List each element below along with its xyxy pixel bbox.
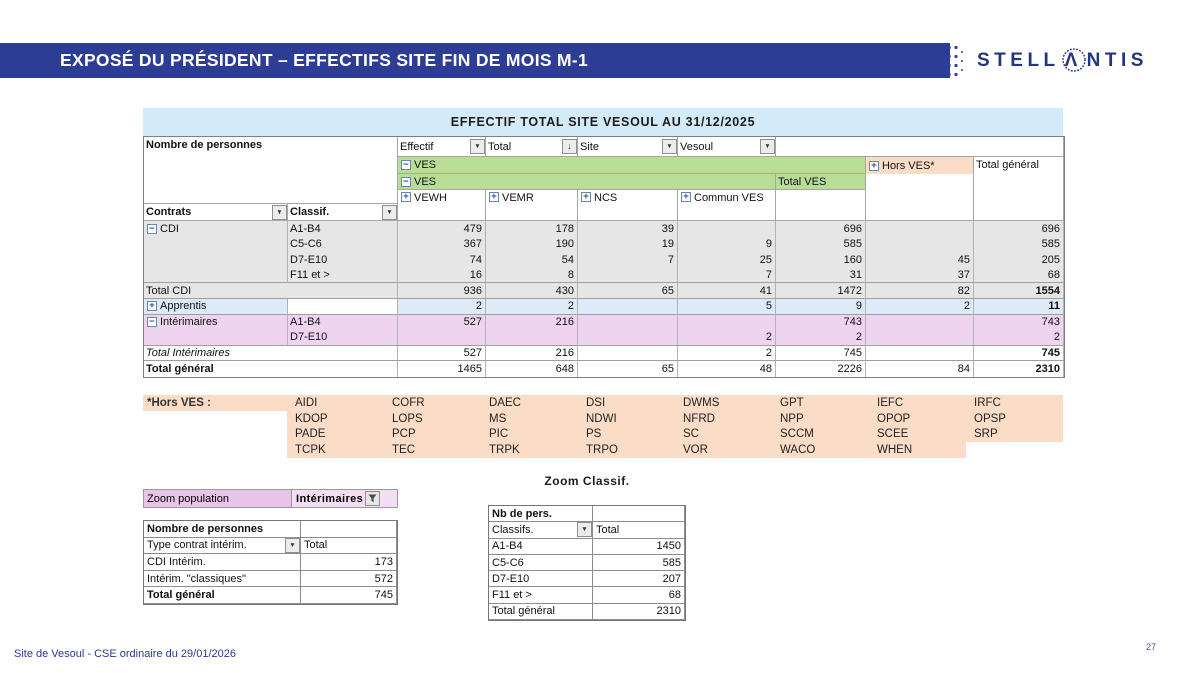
filter-field-vesoul: Vesoul ▼ bbox=[678, 137, 776, 157]
collapse-intérimaires-button[interactable]: − bbox=[147, 317, 157, 327]
pivot-value-cell: 84 bbox=[866, 361, 974, 377]
site-dropdown-icon[interactable]: ▼ bbox=[662, 139, 677, 154]
pivot-value-cell: 367 bbox=[398, 237, 486, 253]
pivot-value-cell: 2 bbox=[678, 330, 776, 346]
group-ves-outer: − VES bbox=[398, 157, 866, 174]
pivot-value-cell bbox=[578, 299, 678, 315]
classif-dropdown-icon[interactable]: ▼ bbox=[382, 205, 397, 220]
pivot-row-label bbox=[144, 330, 288, 346]
hors-ves-code: WHEN bbox=[869, 442, 966, 458]
hors-ves-code: DSI bbox=[578, 395, 675, 411]
pivot-value-cell: 25 bbox=[678, 252, 776, 268]
row-value: 173 bbox=[301, 554, 397, 571]
expand-ncs-button[interactable]: + bbox=[581, 192, 591, 202]
pivot-value-cell: 745 bbox=[776, 346, 866, 362]
collapse-ves-inner-button[interactable]: − bbox=[401, 177, 411, 187]
hors-ves-code: PADE bbox=[287, 427, 384, 443]
total-sort-icon[interactable]: ↓ bbox=[562, 139, 577, 154]
filter-field-site: Site ▼ bbox=[578, 137, 678, 157]
pivot-classif-label: A1-B4 bbox=[288, 221, 398, 237]
row-header-classif: Classif. ▼ bbox=[288, 204, 398, 221]
pivot-value-cell: 2 bbox=[866, 299, 974, 315]
pivot-value-cell: 31 bbox=[776, 268, 866, 284]
type-contrat-dropdown-icon[interactable]: ▼ bbox=[285, 538, 300, 553]
logo-text-left: STELL bbox=[977, 50, 1060, 71]
row-label: C5-C6 bbox=[489, 555, 593, 571]
pivot-value-cell: 9 bbox=[776, 299, 866, 315]
table-header-blank bbox=[301, 521, 397, 538]
pivot-value-cell: 160 bbox=[776, 252, 866, 268]
logo-a-halo-icon bbox=[1061, 47, 1087, 73]
pivot-value-cell: 74 bbox=[398, 252, 486, 268]
hors-ves-code: SCCM bbox=[772, 427, 869, 443]
hors-ves-code: AIDI bbox=[287, 395, 384, 411]
pivot-value-cell bbox=[578, 315, 678, 331]
total-label: Total général bbox=[144, 587, 301, 604]
zoom-population-table bbox=[143, 520, 398, 605]
hors-ves-code: TEC bbox=[384, 442, 481, 458]
pivot-table bbox=[143, 108, 1063, 378]
pivot-classif-label: C5-C6 bbox=[288, 237, 398, 253]
pivot-value-cell bbox=[866, 237, 974, 253]
total-value: 2310 bbox=[593, 604, 685, 620]
zoom-classif-table bbox=[488, 505, 686, 621]
pivot-value-cell: 8 bbox=[486, 268, 578, 284]
pivot-value-cell: 745 bbox=[974, 346, 1064, 362]
pivot-value-cell: 205 bbox=[974, 252, 1064, 268]
pivot-value-cell: 82 bbox=[866, 283, 974, 299]
pivot-value-cell: 19 bbox=[578, 237, 678, 253]
hors-ves-code: PCP bbox=[384, 427, 481, 443]
pivot-value-cell: 696 bbox=[974, 221, 1064, 237]
pivot-value-cell: 65 bbox=[578, 361, 678, 377]
column-vemr: + VEMR bbox=[486, 190, 578, 221]
hors-ves-code: DAEC bbox=[481, 395, 578, 411]
hors-ves-code: VOR bbox=[675, 442, 772, 458]
hors-ves-code: TRPO bbox=[578, 442, 675, 458]
pivot-row-label: + Apprentis bbox=[144, 299, 288, 315]
logo-a-emblem: Λ bbox=[1060, 50, 1087, 72]
header-banner bbox=[0, 43, 950, 78]
expand-hors-ves-button[interactable]: + bbox=[869, 161, 879, 171]
pivot-value-cell: 11 bbox=[974, 299, 1064, 315]
column-hors-ves-spacer bbox=[866, 174, 974, 221]
page-number: 27 bbox=[1146, 642, 1157, 652]
row-value: 1450 bbox=[593, 539, 685, 555]
hors-ves-code: MS bbox=[481, 411, 578, 427]
pivot-value-cell: 5 bbox=[678, 299, 776, 315]
hors-ves-code: PIC bbox=[481, 427, 578, 443]
pivot-row-label: Total général bbox=[144, 361, 398, 377]
pivot-value-cell: 216 bbox=[486, 315, 578, 331]
hors-ves-label: *Hors VES : bbox=[143, 395, 287, 411]
pivot-value-cell: 1472 bbox=[776, 283, 866, 299]
contrats-dropdown-icon[interactable]: ▼ bbox=[272, 205, 287, 220]
hors-ves-code: NFRD bbox=[675, 411, 772, 427]
pivot-value-cell: 743 bbox=[776, 315, 866, 331]
pivot-value-cell: 2 bbox=[486, 299, 578, 315]
row-label: CDI Intérim. bbox=[144, 554, 301, 571]
pivot-corner-label: Nombre de personnes bbox=[144, 137, 398, 204]
hors-ves-code: IRFC bbox=[966, 395, 1063, 411]
zoom-population-bar bbox=[143, 489, 398, 508]
column-total-general: Total général bbox=[974, 157, 1064, 221]
hors-ves-code: TCPK bbox=[287, 442, 384, 458]
column-total: Total bbox=[301, 538, 397, 555]
pivot-value-cell: 45 bbox=[866, 252, 974, 268]
effectif-dropdown-icon[interactable]: ▼ bbox=[470, 139, 485, 154]
group-ves-inner: − VES bbox=[398, 174, 776, 190]
pivot-value-cell bbox=[678, 221, 776, 237]
hors-ves-code: COFR bbox=[384, 395, 481, 411]
pivot-value-cell: 178 bbox=[486, 221, 578, 237]
column-classifs: Classifs. ▼ bbox=[489, 522, 593, 538]
hors-ves-code: SRP bbox=[966, 427, 1063, 443]
hors-ves-block bbox=[143, 395, 1063, 458]
row-value: 585 bbox=[593, 555, 685, 571]
pivot-value-cell: 39 bbox=[578, 221, 678, 237]
pivot-value-cell: 585 bbox=[974, 237, 1064, 253]
pivot-value-cell bbox=[866, 315, 974, 331]
collapse-ves-button[interactable]: − bbox=[401, 160, 411, 170]
pivot-value-cell bbox=[578, 330, 678, 346]
stellantis-logo bbox=[977, 47, 1148, 75]
expand-apprentis-button[interactable]: + bbox=[147, 301, 157, 311]
pivot-value-cell: 2 bbox=[974, 330, 1064, 346]
pivot-value-cell bbox=[578, 346, 678, 362]
pivot-classif-label bbox=[288, 299, 398, 315]
expand-vemr-button[interactable]: + bbox=[489, 192, 499, 202]
pivot-grid bbox=[143, 136, 1065, 378]
hors-ves-code: LOPS bbox=[384, 411, 481, 427]
hors-ves-code: GPT bbox=[772, 395, 869, 411]
hors-ves-code: IEFC bbox=[869, 395, 966, 411]
slide-title: EXPOSÉ DU PRÉSIDENT – EFFECTIFS SITE FIN DE MOIS M-1 bbox=[60, 50, 589, 70]
column-vewh: + VEWH bbox=[398, 190, 486, 221]
pivot-value-cell: 648 bbox=[486, 361, 578, 377]
pivot-classif-label: D7-E10 bbox=[288, 330, 398, 346]
pivot-value-cell: 7 bbox=[678, 268, 776, 284]
hors-ves-code: SCEE bbox=[869, 427, 966, 443]
hors-ves-code: OPOP bbox=[869, 411, 966, 427]
row-value: 68 bbox=[593, 587, 685, 603]
pivot-value-cell: 7 bbox=[578, 252, 678, 268]
vesoul-dropdown-icon[interactable]: ▼ bbox=[760, 139, 775, 154]
pivot-value-cell: 9 bbox=[678, 237, 776, 253]
row-value: 207 bbox=[593, 571, 685, 587]
pivot-value-cell: 2310 bbox=[974, 361, 1064, 377]
pivot-value-cell: 2 bbox=[678, 346, 776, 362]
zoom-population-label: Zoom population bbox=[144, 490, 292, 507]
pivot-row-label: − Intérimaires bbox=[144, 315, 288, 331]
zoom-population-value: Intérimaires bbox=[292, 490, 397, 507]
pivot-value-cell: 1465 bbox=[398, 361, 486, 377]
filter-field-total: Total ↓ bbox=[486, 137, 578, 157]
pivot-value-cell: 743 bbox=[974, 315, 1064, 331]
row-label: Intérim. "classiques" bbox=[144, 571, 301, 588]
collapse-cdi-button[interactable]: − bbox=[147, 224, 157, 234]
classifs-dropdown-icon[interactable]: ▼ bbox=[577, 522, 592, 537]
pivot-value-cell: 16 bbox=[398, 268, 486, 284]
pivot-value-cell bbox=[866, 221, 974, 237]
row-header-contrats: Contrats ▼ bbox=[144, 204, 288, 221]
row-label: D7-E10 bbox=[489, 571, 593, 587]
table-header-blank bbox=[593, 506, 685, 522]
pivot-classif-label: F11 et > bbox=[288, 268, 398, 284]
pivot-value-cell: 216 bbox=[486, 346, 578, 362]
hors-ves-code: PS bbox=[578, 427, 675, 443]
pivot-row-label: − CDI bbox=[144, 221, 288, 237]
logo-text-right: NTIS bbox=[1086, 50, 1148, 71]
column-commun-ves: + Commun VES bbox=[678, 190, 776, 221]
banner-dots-decoration bbox=[933, 43, 973, 78]
column-total: Total bbox=[593, 522, 685, 538]
pivot-value-cell: 37 bbox=[866, 268, 974, 284]
zoom-classif-title: Zoom Classif. bbox=[544, 474, 630, 488]
pivot-classif-label: A1-B4 bbox=[288, 315, 398, 331]
pivot-value-cell: 41 bbox=[678, 283, 776, 299]
pivot-value-cell: 190 bbox=[486, 237, 578, 253]
total-label: Total général bbox=[489, 604, 593, 620]
hors-ves-code: SC bbox=[675, 427, 772, 443]
column-hors-ves: + Hors VES* bbox=[866, 157, 974, 174]
pivot-value-cell: 48 bbox=[678, 361, 776, 377]
hors-ves-code: NPP bbox=[772, 411, 869, 427]
table-header: Nombre de personnes bbox=[144, 521, 301, 538]
population-funnel-icon[interactable] bbox=[365, 491, 380, 506]
pivot-value-cell: 696 bbox=[776, 221, 866, 237]
total-value: 745 bbox=[301, 587, 397, 604]
hors-ves-code: OPSP bbox=[966, 411, 1063, 427]
table-header: Nb de pers. bbox=[489, 506, 593, 522]
pivot-value-cell: 1554 bbox=[974, 283, 1064, 299]
expand-commun-ves-button[interactable]: + bbox=[681, 192, 691, 202]
pivot-title: EFFECTIF TOTAL SITE VESOUL AU 31/12/2025 bbox=[143, 108, 1063, 136]
filter-field-effectif: Effectif ▼ bbox=[398, 137, 486, 157]
pivot-value-cell: 65 bbox=[578, 283, 678, 299]
column-total-ves-spacer bbox=[776, 190, 866, 221]
hors-ves-code: TRPK bbox=[481, 442, 578, 458]
pivot-value-cell bbox=[678, 315, 776, 331]
pivot-value-cell: 936 bbox=[398, 283, 486, 299]
hors-ves-code: WACO bbox=[772, 442, 869, 458]
column-type-contrat: Type contrat intérim. ▼ bbox=[144, 538, 301, 555]
pivot-value-cell bbox=[866, 346, 974, 362]
pivot-row-label bbox=[144, 252, 288, 268]
pivot-value-cell: 527 bbox=[398, 346, 486, 362]
row-value: 572 bbox=[301, 571, 397, 588]
pivot-value-cell: 68 bbox=[974, 268, 1064, 284]
pivot-value-cell bbox=[578, 268, 678, 284]
pivot-value-cell: 2 bbox=[398, 299, 486, 315]
pivot-value-cell: 527 bbox=[398, 315, 486, 331]
hors-ves-code: NDWI bbox=[578, 411, 675, 427]
row-label: A1-B4 bbox=[489, 539, 593, 555]
pivot-value-cell: 585 bbox=[776, 237, 866, 253]
pivot-row-label: Total Intérimaires bbox=[144, 346, 398, 362]
row-label: F11 et > bbox=[489, 587, 593, 603]
pivot-value-cell: 479 bbox=[398, 221, 486, 237]
pivot-row-label: Total CDI bbox=[144, 283, 398, 299]
pivot-value-cell bbox=[398, 330, 486, 346]
pivot-value-cell bbox=[486, 330, 578, 346]
expand-vewh-button[interactable]: + bbox=[401, 192, 411, 202]
pivot-row-label bbox=[144, 268, 288, 284]
column-total-ves: Total VES bbox=[776, 174, 866, 190]
pivot-value-cell bbox=[866, 330, 974, 346]
hors-ves-code: KDOP bbox=[287, 411, 384, 427]
column-ncs: + NCS bbox=[578, 190, 678, 221]
pivot-value-cell: 2 bbox=[776, 330, 866, 346]
pivot-value-cell: 430 bbox=[486, 283, 578, 299]
pivot-classif-label: D7-E10 bbox=[288, 252, 398, 268]
pivot-value-cell: 54 bbox=[486, 252, 578, 268]
pivot-row-label bbox=[144, 237, 288, 253]
filter-row-blank bbox=[776, 137, 1064, 157]
pivot-value-cell: 2226 bbox=[776, 361, 866, 377]
hors-ves-code: DWMS bbox=[675, 395, 772, 411]
footer-text: Site de Vesoul - CSE ordinaire du 29/01/2026 bbox=[14, 648, 236, 660]
